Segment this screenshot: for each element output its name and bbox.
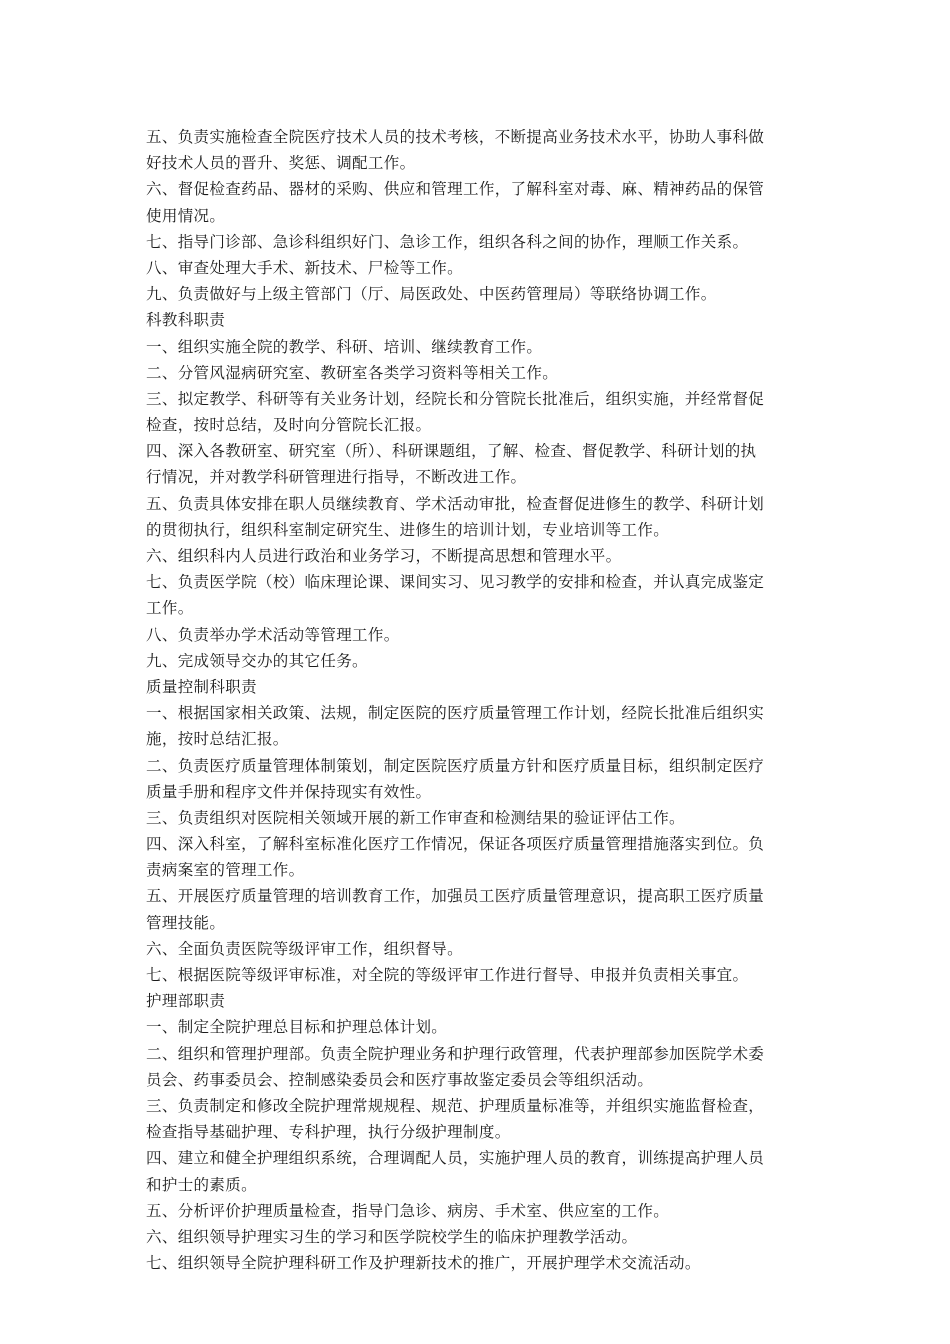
text-line: 六、组织科内人员进行政治和业务学习，不断提高思想和管理水平。 (146, 547, 622, 565)
text-line: 五、负责实施检查全院医疗技术人员的技术考核，不断提高业务技术水平，协助人事科做 (146, 128, 765, 146)
text-line: 七、负责医学院（校）临床理论课、课间实习、见习教学的安排和检查，并认真完成鉴定 (146, 573, 765, 592)
text-line: 一、组织实施全院的教学、科研、培训、继续教育工作。 (146, 337, 543, 356)
text-line: 质量手册和程序文件并保持现实有效性。 (146, 782, 432, 801)
text-line: 一、制定全院护理总目标和护理总体计划。 (146, 1018, 448, 1037)
text-line: 二、分管风湿病研究室、教研室各类学习资料等相关工作。 (146, 363, 559, 382)
text-line: 三、拟定教学、科研等有关业务计划，经院长和分管院长批准后，组织实施，并经常督促 (146, 389, 765, 408)
text-line: 五、分析评价护理质量检查，指导门急诊、病房、手术室、供应室的工作。 (146, 1201, 670, 1220)
text-line: 检查，按时总结，及时向分管院长汇报。 (146, 416, 432, 435)
text-line: 管理技能。 (146, 913, 226, 932)
text-line: 三、负责制定和修改全院护理常规规程、规范、护理质量标准等，并组织实施监督检查， (146, 1096, 765, 1115)
text-line: 七、根据医院等级评审标准，对全院的等级评审工作进行督导、申报并负责相关事宜。 (146, 966, 749, 984)
text-line: 员会、药事委员会、控制感染委员会和医疗事故鉴定委员会等组织活动。 (146, 1070, 654, 1089)
text-line: 三、负责组织对医院相关领域开展的新工作审查和检测结果的验证评估工作。 (146, 808, 685, 827)
text-line: 八、负责举办学术活动等管理工作。 (146, 625, 400, 644)
text-line: 的贯彻执行，组织科室制定研究生、进修生的培训计划，专业培训等工作。 (146, 520, 670, 539)
text-line: 九、负责做好与上级主管部门（厅、局医政处、中医药管理局）等联络协调工作。 (146, 285, 717, 304)
text-line: 和护士的素质。 (146, 1175, 257, 1194)
section-heading: 护理部职责 (146, 992, 226, 1011)
text-line: 一、根据国家相关政策、法规，制定医院的医疗质量管理工作计划，经院长批准后组织实 (146, 704, 765, 723)
text-line: 六、全面负责医院等级评审工作，组织督导。 (146, 939, 464, 958)
text-line: 四、深入各教研室、研究室（所）、科研课题组，了解、检查、督促教学、科研计划的执 (146, 442, 757, 461)
text-line: 七、组织领导全院护理科研工作及护理新技术的推广，开展护理学术交流活动。 (146, 1254, 701, 1273)
document-page (146, 124, 810, 1276)
text-line: 四、建立和健全护理组织系统，合理调配人员，实施护理人员的教育，训练提高护理人员 (146, 1149, 765, 1168)
text-line: 六、督促检查药品、器材的采购、供应和管理工作，了解科室对毒、麻、精神药品的保管 (146, 180, 765, 199)
text-line: 五、开展医疗质量管理的培训教育工作，加强员工医疗质量管理意识，提高职工医疗质量 (146, 887, 765, 906)
text-line: 六、组织领导护理实习生的学习和医学院校学生的临床护理教学活动。 (146, 1227, 638, 1246)
text-line: 二、组织和管理护理部。负责全院护理业务和护理行政管理，代表护理部参加医院学术委 (146, 1044, 765, 1063)
section-heading: 科教科职责 (146, 311, 226, 330)
text-line: 二、负责医疗质量管理体制策划，制定医院医疗质量方针和医疗质量目标，组织制定医疗 (146, 756, 765, 775)
text-line: 行情况，并对教学科研管理进行指导，不断改进工作。 (146, 468, 527, 487)
text-line: 责病案室的管理工作。 (146, 861, 305, 880)
text-line: 好技术人员的晋升、奖惩、调配工作。 (146, 154, 416, 173)
text-line: 七、指导门诊部、急诊科组织好门、急诊工作，组织各科之间的协作，理顺工作关系。 (146, 232, 749, 251)
section-heading: 质量控制科职责 (146, 677, 257, 696)
text-line: 工作。 (146, 599, 194, 618)
text-line: 九、完成领导交办的其它任务。 (146, 651, 368, 670)
text-line: 施，按时总结汇报。 (146, 730, 289, 749)
text-line: 八、审查处理大手术、新技术、尸检等工作。 (146, 258, 464, 277)
text-line: 检查指导基础护理、专科护理，执行分级护理制度。 (146, 1123, 511, 1142)
text-line: 五、负责具体安排在职人员继续教育、学术活动审批，检查督促进修生的教学、科研计划 (146, 494, 765, 513)
text-line: 四、深入科室，了解科室标准化医疗工作情况，保证各项医疗质量管理措施落实到位。负 (146, 835, 765, 854)
text-line: 使用情况。 (146, 206, 226, 225)
